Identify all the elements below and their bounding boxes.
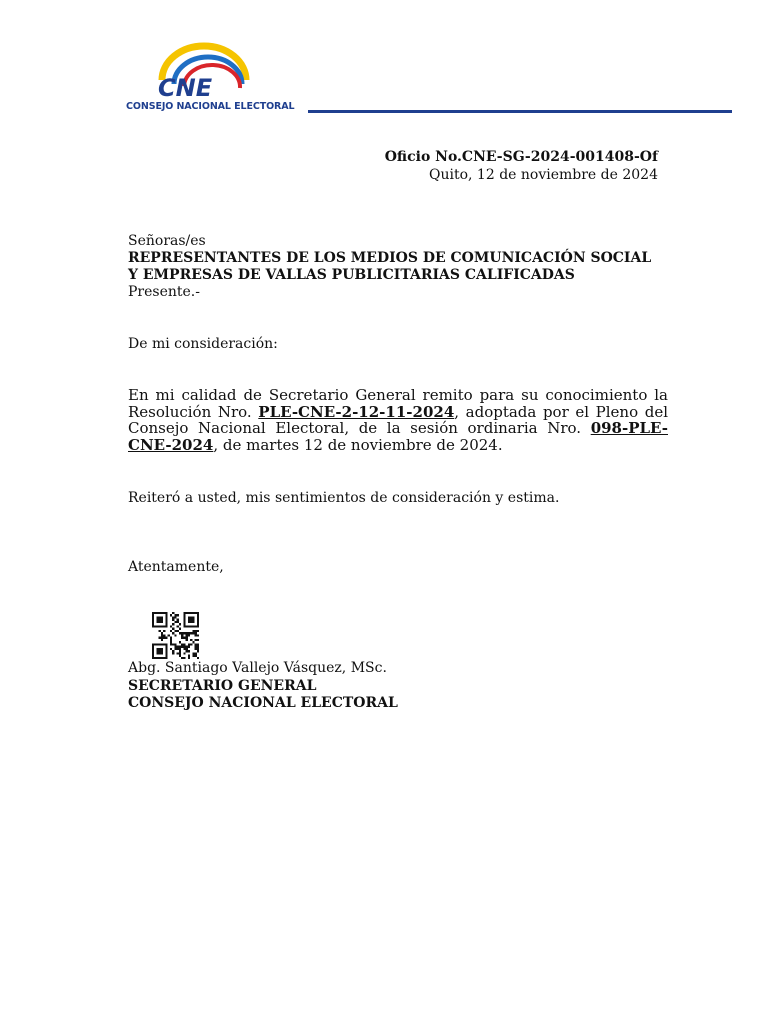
signer-name: Abg. Santiago Vallejo Vásquez, MSc. bbox=[128, 660, 387, 676]
greeting: De mi consideración: bbox=[128, 336, 278, 352]
salutation: Señoras/es bbox=[128, 233, 206, 249]
body-text-3: , de martes 12 de noviembre de 2024. bbox=[213, 435, 503, 454]
session-number: 098-PLE-CNE-2024 bbox=[128, 419, 668, 454]
qr-code-icon bbox=[152, 612, 199, 659]
recipient-line-2: Y EMPRESAS DE VALLAS PUBLICITARIAS CALIFICADAS bbox=[128, 267, 575, 283]
recipient-line-1: REPRESENTANTES DE LOS MEDIOS DE COMUNICACIÓN SOCIAL bbox=[128, 250, 652, 266]
resolution-number: PLE-CNE-2-12-11-2024 bbox=[258, 402, 455, 421]
header-rule bbox=[308, 110, 732, 113]
oficio-number: Oficio No.CNE-SG-2024-001408-Of bbox=[384, 149, 658, 165]
reference-block bbox=[385, 148, 658, 184]
presente: Presente.- bbox=[128, 284, 200, 300]
recipient-block bbox=[128, 233, 668, 301]
signer-institution: CONSEJO NACIONAL ELECTORAL bbox=[128, 695, 398, 711]
body-text-2: , adoptada por el Pleno del Consejo Nacional Electoral, de la sesión ordinaria Nro. bbox=[128, 402, 668, 437]
closing-line: Reiteró a usted, mis sentimientos de consideración y estima. bbox=[128, 490, 560, 506]
signer-title: SECRETARIO GENERAL bbox=[128, 677, 317, 694]
signature-block bbox=[128, 660, 398, 713]
body-paragraph bbox=[128, 387, 668, 453]
svg-text:CNE: CNE bbox=[158, 74, 213, 102]
place-date: Quito, 12 de noviembre de 2024 bbox=[429, 167, 658, 183]
logo-caption: CONSEJO NACIONAL ELECTORAL bbox=[126, 101, 295, 112]
farewell: Atentamente, bbox=[128, 559, 224, 575]
body-text-1: En mi calidad de Secretario General remito para su conocimiento la Resolución Nro. bbox=[128, 386, 668, 421]
